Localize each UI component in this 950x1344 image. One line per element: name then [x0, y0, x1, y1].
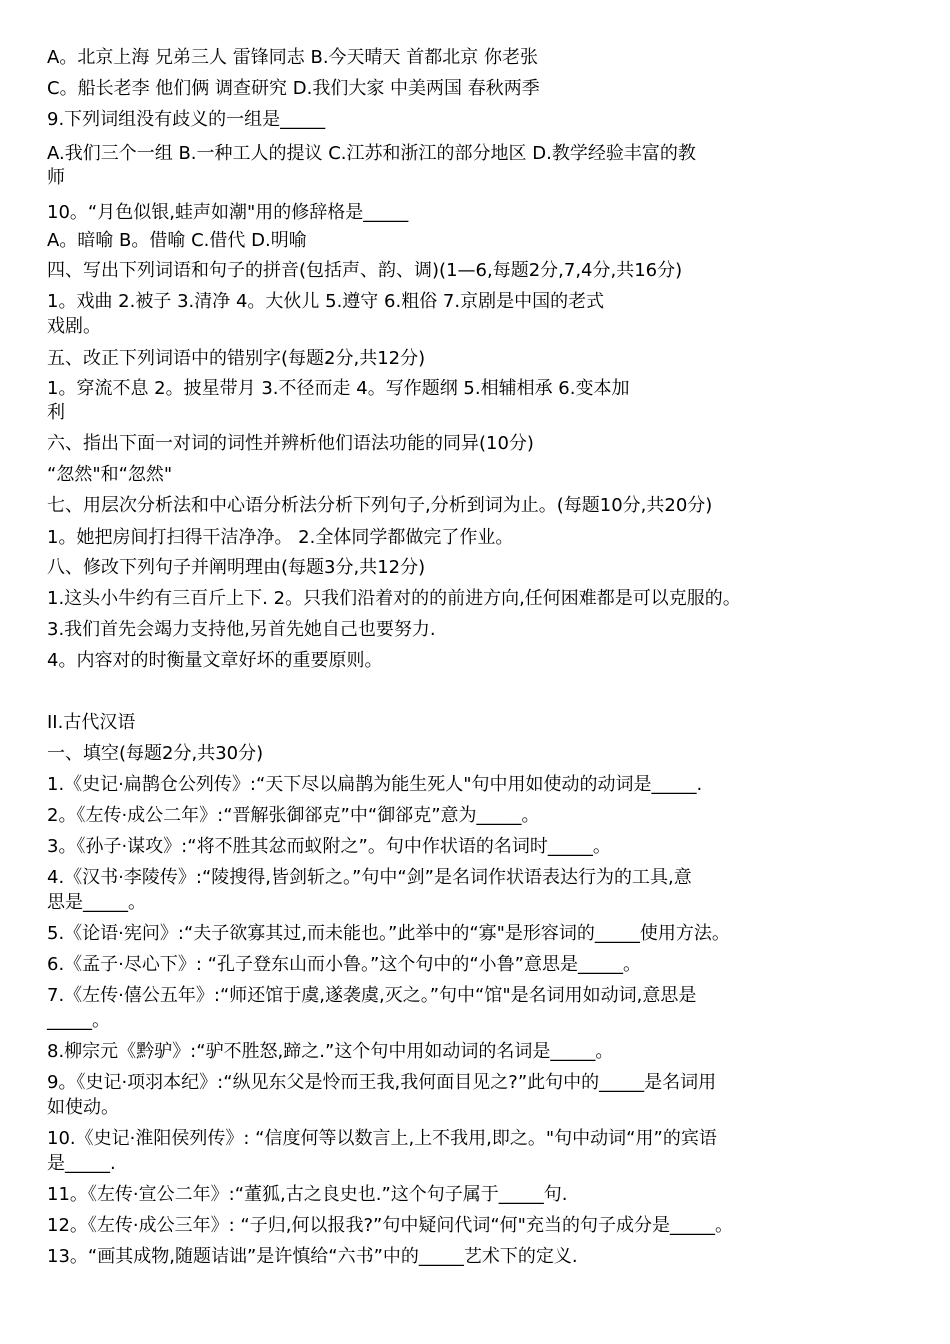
- text-line: 11。《左传·宣公二年》:“董狐,古之良史也.”这个句子属于_____句.: [47, 1184, 568, 1205]
- text-line: 4.《汉书·李陵传》:“陵搜得,皆剑斩之。”句中“剑”是名词作状语表达行为的工具,意: [47, 867, 692, 888]
- text-line: 12。《左传·成公三年》: “子归,何以报我?”句中疑问代词“何"充当的句子成分是_____。: [47, 1215, 733, 1236]
- text-line: 1。她把房间打扫得干洁净净。 2.全体同学都做完了作业。: [47, 527, 514, 548]
- text-line: C。船长老李 他们俩 调查研究 D.我们大家 中美两国 春秋两季: [47, 78, 540, 99]
- text-line: 9。《史记·项羽本纪》:“纵见东父是怜而王我,我何面目见之?”此句中的_____是名词用: [47, 1072, 717, 1093]
- text-line: 10.《史记·淮阳侯列传》: “信度何等以数言上,上不我用,即之。"句中动词“用”的宾语: [47, 1128, 717, 1149]
- section-heading: 五、改正下列词语中的错别字(每题2分,共12分): [47, 348, 426, 369]
- section-heading: 七、用层次分析法和中心语分析法分析下列句子,分析到词为止。(每题10分,共20分): [47, 495, 713, 516]
- text-line: 1。穿流不息 2。披星带月 3.不径而走 4。写作题纲 5.相辅相承 6.变本加: [47, 378, 630, 399]
- text-line: 13。“画其成物,随题诘诎”是许慎给“六书”中的_____艺术下的定义.: [47, 1246, 578, 1267]
- text-line: 3.我们首先会竭力支持他,另首先她自己也要努力.: [47, 619, 436, 640]
- text-line: 9.下列词组没有歧义的一组是_____: [47, 109, 326, 130]
- text-line: 利: [47, 402, 65, 423]
- text-line: 如使动。: [47, 1097, 119, 1118]
- text-line: 7.《左传·僖公五年》:“师还馆于虞,遂袭虞,灭之。”句中“馆"是名词用如动词,意思是: [47, 985, 697, 1006]
- text-line: 思是_____。: [47, 892, 146, 913]
- section-heading: 四、写出下列词语和句子的拼音(包括声、韵、调)(1—6,每题2分,7,4分,共16分): [47, 260, 683, 281]
- text-line: 6.《孟子·尽心下》: “孔子登东山而小鲁。”这个句中的“小鲁”意思是_____。: [47, 954, 641, 975]
- section-heading: 六、指出下面一对词的词性并辨析他们语法功能的同异(10分): [47, 433, 534, 454]
- text-line: “忽然"和“忽然": [47, 464, 173, 485]
- text-line: 1.这头小牛约有三百斤上下. 2。只我们沿着对的的前进方向,任何困难都是可以克服的。: [47, 588, 741, 609]
- text-line: 1。戏曲 2.被子 3.清净 4。大伙儿 5.遵守 6.粗俗 7.京剧是中国的老式: [47, 291, 605, 312]
- text-line: 1.《史记·扁鹊仓公列传》:“天下尽以扁鹊为能生死人"句中用如使动的动词是_____.: [47, 774, 703, 795]
- text-line: A。暗喻 B。借喻 C.借代 D.明喻: [47, 230, 307, 251]
- text-line: 3。《孙子·谋攻》:“将不胜其忿而蚁附之”。句中作状语的名词时_____。: [47, 836, 611, 857]
- text-line: _____。: [47, 1010, 110, 1031]
- text-line: 师: [47, 167, 65, 188]
- part-heading: II.古代汉语: [47, 712, 136, 733]
- section-heading: 八、修改下列句子并阐明理由(每题3分,共12分): [47, 557, 426, 578]
- text-line: 是_____.: [47, 1153, 116, 1174]
- text-line: 2。《左传·成公二年》:“晋解张御郤克”中“御郤克”意为_____。: [47, 805, 540, 826]
- text-line: 10。“月色似银,蛙声如潮"用的修辞格是_____: [47, 202, 409, 223]
- text-line: 4。内容对的时衡量文章好坏的重要原则。: [47, 650, 383, 671]
- text-line: A.我们三个一组 B.一种工人的提议 C.江苏和浙江的部分地区 D.教学经验丰富的教: [47, 143, 696, 164]
- text-line: 5.《论语·宪问》:“夫子欲寡其过,而未能也。”此举中的“寡"是形容词的_____使用方法。: [47, 923, 730, 944]
- text-line: 戏剧。: [47, 316, 101, 337]
- section-heading: 一、填空(每题2分,共30分): [47, 743, 264, 764]
- text-line: 8.柳宗元《黔驴》:“驴不胜怒,蹄之.”这个句中用如动词的名词是_____。: [47, 1041, 614, 1062]
- text-line: A。北京上海 兄弟三人 雷锋同志 B.今天晴天 首都北京 你老张: [47, 47, 538, 68]
